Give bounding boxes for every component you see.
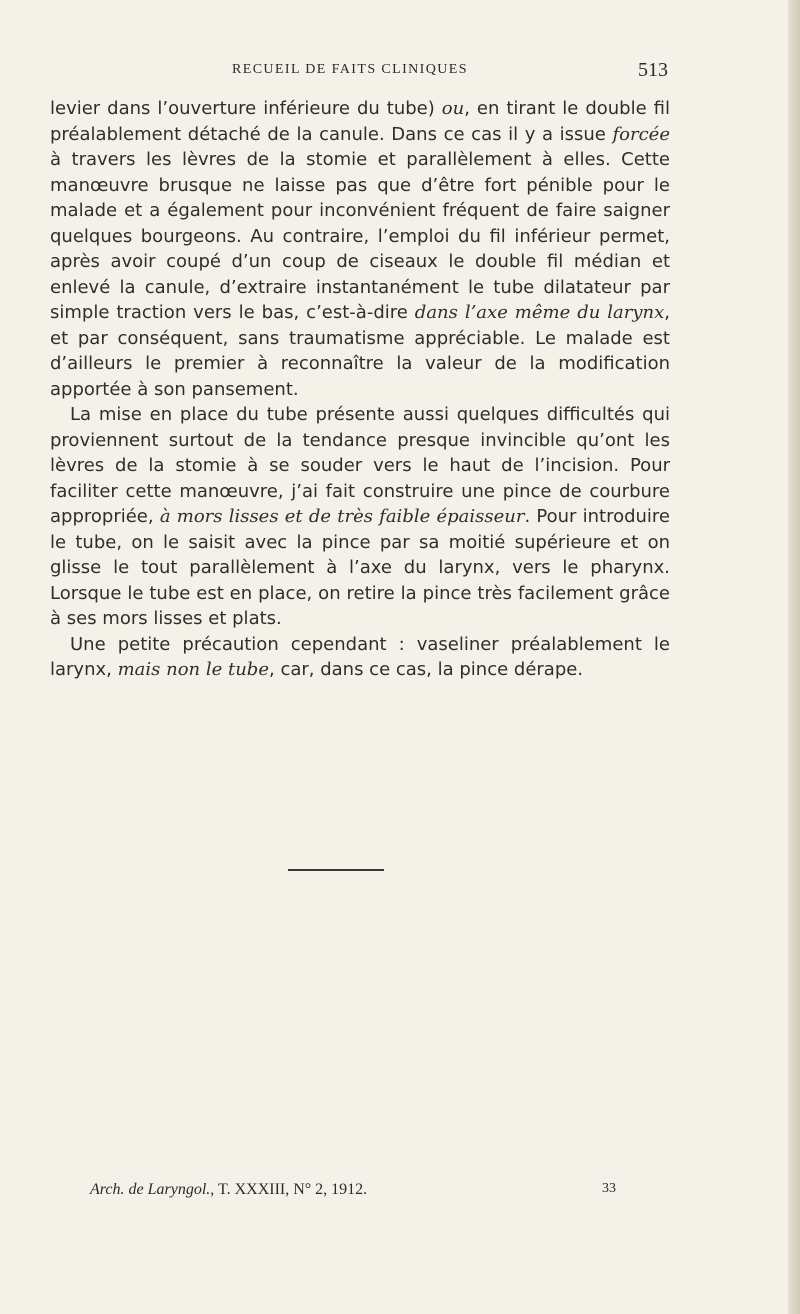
italic-span: mais non le tube [117,659,269,680]
text-span: levier dans l’ouverture inférieure du tube) [50,98,442,119]
italic-span: dans l’axe même du larynx [414,302,665,323]
running-title: RECUEIL DE FAITS CLINIQUES [232,62,468,77]
text-span: La mise en place du tube présente aussi quelques difficultés qui proviennent surtout de la tendance presque invincible qu’ont les lèvres de la stomie à se souder vers le haut de l’incision. Pour faciliter cette manœuvre, j’ai fait construire une pince de courbure appropriée, [50,404,670,527]
page-number: 513 [638,59,668,81]
section-separator [288,869,384,871]
text-span: , car, dans ce cas, la pince dérape. [269,659,584,680]
text-span: à travers les lèvres de la stomie et parallèlement à elles. Cette manœuvre brusque ne laisse pas que d’être fort pénible pour le malade et a également pour inconvénient fréquent de faire saigner quelques bourgeons. Au contraire, l’emploi du fil inférieur permet, après avoir coupé d’un coup de ciseaux le double fil médian et enlevé la canule, d’extraire instantanément le tube dilatateur par simple traction vers le bas, c’est-à-dire [50,149,670,323]
italic-span: forcée [612,123,670,145]
paragraph-2 [50,402,670,632]
journal-reference [90,1181,367,1199]
page-edge-shadow [788,0,800,1314]
paragraph-1 [50,96,670,402]
page-footer [90,1181,630,1203]
paragraph-3 [50,632,670,683]
body-text [50,96,670,683]
italic-span: à mors lisses et de très faible épaisseur [159,506,525,527]
italic-span: ou [441,98,465,119]
running-header [50,59,668,84]
text-span: Une petite précaution cependant : vaseliner préalablement le larynx, [50,633,670,680]
text-span: , et par conséquent, sans traumatisme appréciable. Le malade est d’ailleurs le premier à reconnaître la valeur de la modification apportée à son pansement. [50,302,671,400]
journal-abbreviation: Arch. de Laryngol. [90,1181,211,1198]
text-span: . Pour introduire le tube, on le saisit avec la pince par sa moitié supérieure et on glisse le tout parallèlement à l’axe du larynx, vers le pharynx. Lorsque le tube est en place, on retire la pince très facilement grâce à ses mors lisses et plats. [50,506,670,629]
journal-volume-issue: , T. XXXIII, N° 2, 1912. [210,1181,368,1198]
signature-mark: 33 [602,1181,616,1196]
text-span: , en tirant le double fil préalablement détaché de la canule. Dans ce cas il y a issue [50,98,671,145]
